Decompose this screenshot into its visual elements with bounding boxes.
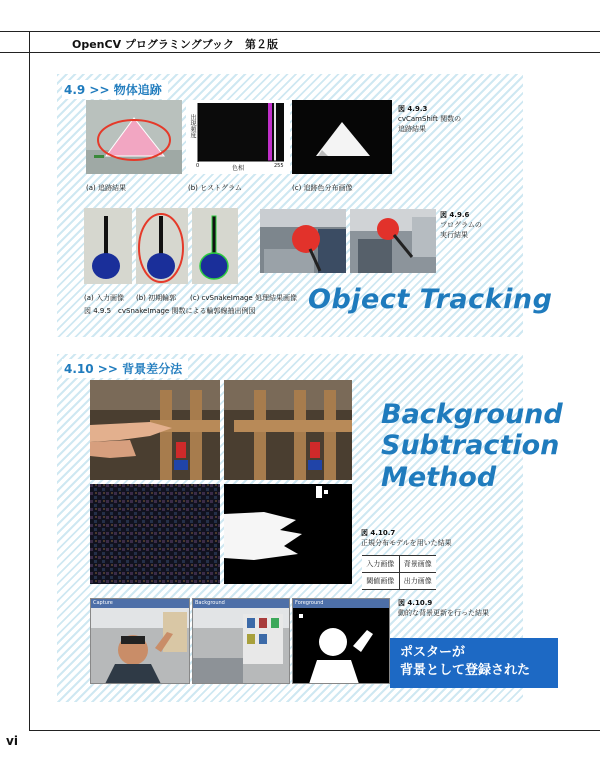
bg-subtraction-title-line3: Method xyxy=(381,462,497,493)
threshold-image xyxy=(90,484,220,584)
bg-subtraction-title-line1: Background xyxy=(381,399,563,430)
poster-banner-line2: 背景として登録された xyxy=(400,663,531,678)
poster-banner xyxy=(390,638,558,688)
histogram-xlabel: 色相 xyxy=(232,165,245,172)
capture-window xyxy=(90,598,190,684)
fig-4-9-6-line2: 実行結果 xyxy=(440,231,468,239)
color-distribution-image xyxy=(292,100,392,174)
legend-cell-threshold: 閾値画像 xyxy=(362,573,400,589)
background-window-titlebar: Background xyxy=(193,599,289,608)
fig-4-9-6-line1: プログラムの xyxy=(440,221,482,229)
foreground-window xyxy=(292,598,390,684)
header-rule xyxy=(0,52,600,53)
tracking-result-image xyxy=(86,100,182,174)
caption-c-distribution: (c) 追跡色分布画像 xyxy=(292,184,353,192)
background-image xyxy=(224,380,352,480)
histogram-image xyxy=(186,100,290,174)
snake-initial-contour-image xyxy=(136,208,188,284)
snake-result-image xyxy=(192,208,238,284)
fig-4-10-9-text: 動的な背景更新を行った結果 xyxy=(398,609,489,617)
fig-4-9-3-line1: cvCamShift 関数の xyxy=(398,115,462,123)
foreground-window-titlebar: Foreground xyxy=(293,599,389,608)
legend-cell-output: 出力画像 xyxy=(403,577,432,585)
histogram-ylabel: 出現頻度 xyxy=(189,114,196,138)
input-image xyxy=(90,380,220,480)
fig-4-10-7-number: 図 4.10.7 xyxy=(361,529,396,537)
fig-4-10-9-number: 図 4.10.9 xyxy=(398,599,433,607)
legend-row-1 xyxy=(362,555,436,573)
program-result-image-2 xyxy=(350,209,436,273)
object-tracking-title: Object Tracking xyxy=(308,284,553,315)
caption-b-histogram: (b) ヒストグラム xyxy=(188,184,242,192)
fig-4-10-7-label xyxy=(361,528,452,548)
fig-4-9-3-label xyxy=(398,104,461,134)
bg-subtraction-title-line2: Subtraction xyxy=(381,430,560,461)
layout-legend-table xyxy=(362,555,436,590)
histogram-tick-0: 0 xyxy=(196,163,200,169)
left-margin-rule xyxy=(29,31,30,731)
bottom-rule xyxy=(29,730,600,731)
fig-4-10-9-label xyxy=(398,598,489,618)
program-result-image-1 xyxy=(260,209,346,273)
fig-4-10-7-text: 正規分布モデルを用いた結果 xyxy=(361,539,452,547)
fig-4-9-3-number: 図 4.9.3 xyxy=(398,105,428,113)
poster-banner-line1: ポスターが xyxy=(400,645,466,660)
top-rule xyxy=(0,31,600,32)
fig-4-9-6-label xyxy=(440,210,482,240)
caption-a-tracking: (a) 追跡結果 xyxy=(86,184,126,192)
legend-cell-input: 入力画像 xyxy=(362,556,400,572)
page-number: vi xyxy=(6,734,18,748)
legend-row-2 xyxy=(362,573,436,590)
snake-input-image xyxy=(84,208,132,284)
legend-cell-background: 背景画像 xyxy=(403,560,432,568)
fig-4-9-5-caption: 図 4.9.5 cvSnakeImage 関数による輪郭線抽出例図 xyxy=(84,307,256,315)
snake-caption-c: (c) cvSnakeImage 処理結果画像 xyxy=(190,294,297,302)
fig-4-9-3-line2: 追跡結果 xyxy=(398,125,426,133)
capture-window-titlebar: Capture xyxy=(91,599,189,608)
snake-caption-b: (b) 初期輪郭 xyxy=(136,294,177,302)
output-image xyxy=(224,484,352,584)
background-window xyxy=(192,598,290,684)
snake-caption-a: (a) 入力画像 xyxy=(84,294,124,302)
fig-4-9-6-number: 図 4.9.6 xyxy=(440,211,470,219)
bg-subtraction-heading: 4.10 >> 背景差分法 xyxy=(62,359,188,378)
header-title: OpenCV プログラミングブック 第２版 xyxy=(72,38,278,51)
tracking-heading: 4.9 >> 物体追跡 xyxy=(62,80,168,99)
histogram-tick-255: 255 xyxy=(274,163,284,169)
